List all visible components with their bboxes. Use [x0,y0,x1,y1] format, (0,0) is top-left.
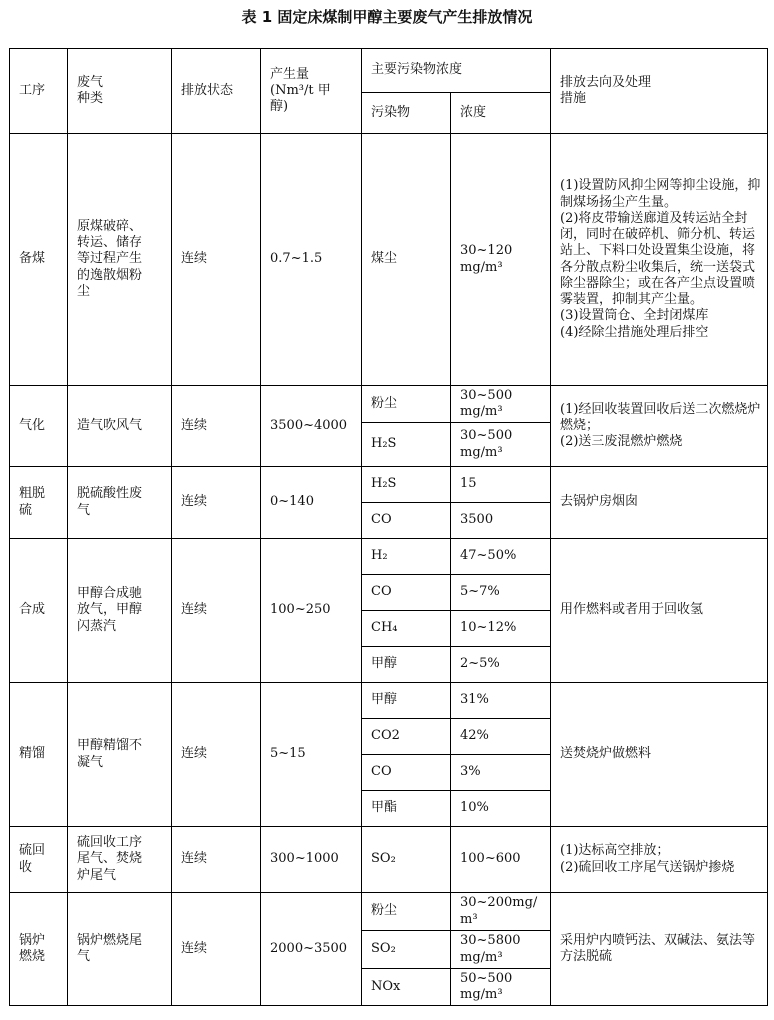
treatment-cell [551,539,768,683]
amount-cell: 2000~3500 [261,893,362,1006]
gas-type-cell: 甲醇合成驰 放气，甲醇 闪蒸汽 [68,539,172,683]
gas-type-cell: 锅炉燃烧尾 气 [68,893,172,1006]
table-row [10,134,768,386]
concentration-line: 30~120 [460,243,513,259]
amount-cell: 0.7~1.5 [261,134,362,386]
concentration-line: 2~5% [460,656,500,672]
header-main-pollutants: 主要污染物浓度 [362,49,551,93]
treatment-cell [551,134,768,386]
pollutant-cell: H₂ [362,539,451,575]
pollutant-cell: H₂S [362,467,451,503]
pollutant-cell: 甲酯 [362,791,451,827]
table-row [10,827,768,893]
pollutant-cell: SO₂ [362,931,451,969]
concentration-line: 30~500 [460,387,513,403]
table-row [10,893,768,931]
concentration-line: 42% [460,728,489,744]
header-process: 工序 [10,49,68,134]
concentration-line: 3% [460,764,481,780]
concentration-cell [451,827,551,893]
concentration-line: mg/m³ [460,259,503,275]
header-gas-type: 废气 种类 [68,49,172,134]
pollutant-cell: CH₄ [362,611,451,647]
treatment-line: (4)经除尘措施处理后排空 [560,324,709,340]
process-cell: 气化 [10,386,68,467]
treatment-line: 采用炉内喷钙法、双碱法、氨法等方法脱硫 [560,932,756,964]
state-cell: 连续 [172,386,261,467]
pollutant-cell: SO₂ [362,827,451,893]
concentration-cell [451,683,551,719]
concentration-line: 10~12% [460,620,517,636]
pollutant-cell: 甲醇 [362,683,451,719]
emissions-table [9,48,768,1006]
amount-cell: 5~15 [261,683,362,827]
concentration-line: 30~500 [460,428,513,444]
state-cell: 连续 [172,683,261,827]
concentration-line: 15 [460,476,477,492]
concentration-cell [451,755,551,791]
process-cell: 锅炉 燃烧 [10,893,68,1006]
treatment-line: 去锅炉房烟囱 [560,494,639,510]
treatment-cell [551,827,768,893]
gas-type-cell: 脱硫酸性废 气 [68,467,172,539]
concentration-line: 31% [460,692,489,708]
pollutant-cell: 粉尘 [362,893,451,931]
concentration-cell [451,575,551,611]
concentration-cell [451,647,551,683]
treatment-cell [551,467,768,539]
table-row [10,539,768,575]
concentration-line: mg/m³ [460,949,503,965]
treatment-cell [551,893,768,1006]
state-cell: 连续 [172,827,261,893]
concentration-cell [451,467,551,503]
treatment-line: (2)送三废混燃炉燃烧 [560,434,683,450]
table-title: 表 1 固定床煤制甲醇主要废气产生排放情况 [241,8,533,26]
header-treatment: 排放去向及处理 措施 [551,49,768,134]
concentration-line: mg/m³ [460,444,503,460]
concentration-cell [451,423,551,467]
amount-cell: 300~1000 [261,827,362,893]
process-cell: 硫回 收 [10,827,68,893]
treatment-line: (2)硫回收工序尾气送锅炉掺烧 [560,859,735,875]
gas-type-cell: 甲醇精馏不 凝气 [68,683,172,827]
amount-cell: 100~250 [261,539,362,683]
concentration-line: 100~600 [460,851,521,867]
concentration-line: 50~500 [460,970,513,986]
concentration-cell [451,791,551,827]
pollutant-cell: CO [362,755,451,791]
pollutant-cell: CO [362,575,451,611]
concentration-line: 30~200mg/ [460,895,538,911]
treatment-line: 送焚烧炉做燃料 [560,746,652,762]
concentration-cell [451,503,551,539]
header-pollutant: 污染物 [362,93,451,134]
pollutant-cell: NOx [362,969,451,1006]
pollutant-cell: 粉尘 [362,386,451,423]
pollutant-cell: 煤尘 [362,134,451,386]
amount-cell: 3500~4000 [261,386,362,467]
gas-type-cell: 原煤破碎、 转运、储存 等过程产生 的逸散烟粉 尘 [68,134,172,386]
concentration-line: mg/m³ [460,404,503,419]
concentration-line: 30~5800 [460,933,521,949]
concentration-line: mg/m³ [460,987,503,1002]
concentration-line: 47~50% [460,548,517,564]
table-row [10,467,768,503]
concentration-line: 3500 [460,512,494,528]
concentration-cell [451,611,551,647]
process-cell: 合成 [10,539,68,683]
concentration-line: m³ [460,911,478,927]
table-row [10,683,768,719]
process-cell: 粗脱 硫 [10,467,68,539]
concentration-line: 10% [460,800,489,816]
treatment-line: (3)设置筒仓、全封闭煤库 [560,308,709,324]
concentration-cell [451,893,551,931]
state-cell: 连续 [172,467,261,539]
treatment-line: (2)将皮带输送廊道及转运站全封闭，同时在破碎机、筛分机、转运站上、下料口处设置集尘设施，将各分散点粉尘收集后，统一送袋式除尘器除尘；或在各产尘点设置喷雾装置，抑制其产尘量。 [560,210,756,307]
gas-type-cell: 硫回收工序 尾气、焚烧 炉尾气 [68,827,172,893]
treatment-line: 用作燃料或者用于回收氢 [560,602,704,618]
state-cell: 连续 [172,539,261,683]
concentration-cell [451,931,551,969]
pollutant-cell: CO2 [362,719,451,755]
treatment-cell [551,683,768,827]
concentration-cell [451,134,551,386]
process-cell: 备煤 [10,134,68,386]
treatment-cell [551,386,768,467]
header-amount: 产生量 (Nm³/t 甲 醇) [261,49,362,134]
treatment-line: (1)达标高空排放； [560,843,670,859]
process-cell: 精馏 [10,683,68,827]
header-state: 排放状态 [172,49,261,134]
state-cell: 连续 [172,893,261,1006]
pollutant-cell: 甲醇 [362,647,451,683]
gas-type-cell: 造气吹风气 [68,386,172,467]
concentration-cell [451,719,551,755]
pollutant-cell: CO [362,503,451,539]
treatment-line: (1)经回收装置回收后送二次燃烧炉燃烧； [560,401,761,433]
pollutant-cell: H₂S [362,423,451,467]
table-row [10,386,768,423]
state-cell: 连续 [172,134,261,386]
concentration-line: 5~7% [460,584,500,600]
concentration-cell [451,539,551,575]
concentration-cell [451,386,551,423]
header-concentration: 浓度 [451,93,551,134]
amount-cell: 0~140 [261,467,362,539]
treatment-line: (1)设置防风抑尘网等抑尘设施，抑制煤场扬尘产生量。 [560,178,761,210]
concentration-cell [451,969,551,1006]
